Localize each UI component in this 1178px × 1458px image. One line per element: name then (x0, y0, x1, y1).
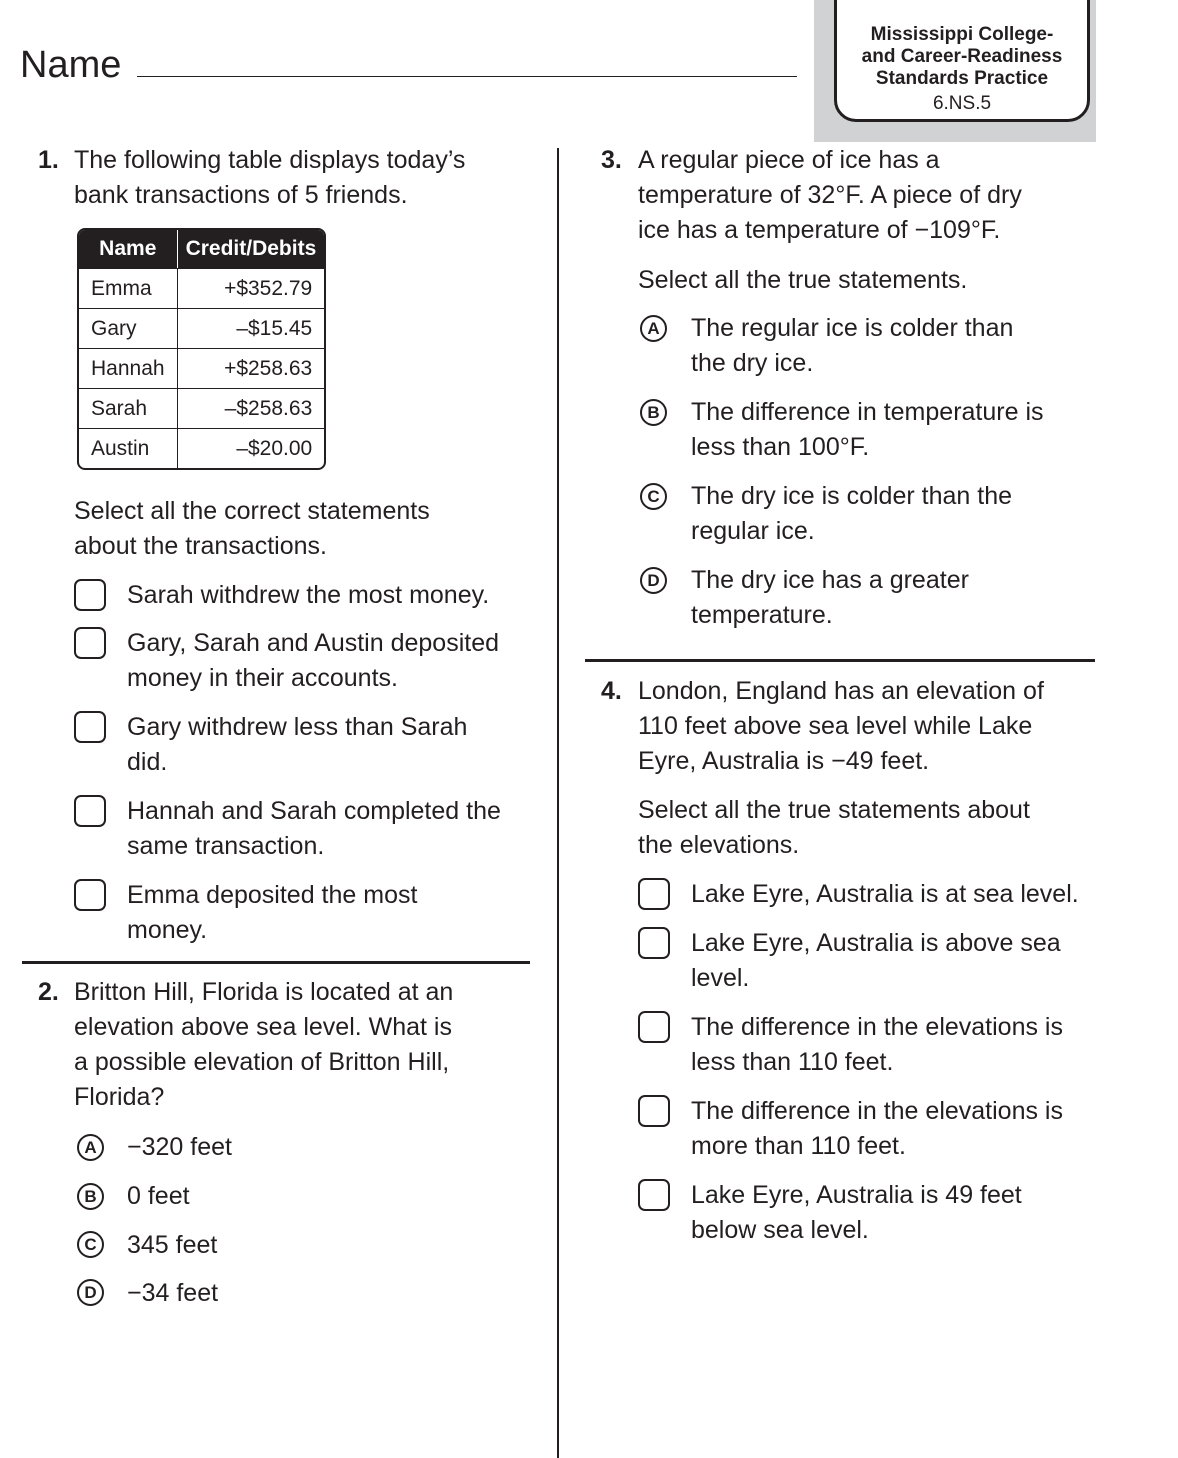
table-header-row (79, 230, 324, 268)
option-line: the dry ice. (691, 349, 814, 377)
cell-name: Gary (79, 308, 177, 348)
name-label: Name (20, 44, 122, 86)
option-line: money in their accounts. (127, 664, 398, 692)
option-text (691, 479, 1091, 549)
cell-amount: –$258.63 (177, 388, 325, 428)
stem-line: Florida? (74, 1083, 165, 1111)
option-line: Sarah withdrew the most money. (127, 581, 490, 609)
option-line: less than 100°F. (691, 433, 870, 461)
option-line: Gary withdrew less than Sarah (127, 713, 468, 741)
badge-title-line: Mississippi College- (870, 24, 1054, 45)
table-row (79, 308, 324, 348)
question-number: 2. (38, 978, 59, 1006)
cell-amount: –$20.00 (177, 428, 325, 468)
option-text: −320 feet (127, 1133, 232, 1161)
badge-title-line: Standards Practice (875, 68, 1049, 89)
table-row (79, 268, 324, 308)
question-stem (638, 674, 1044, 779)
option-text (691, 311, 1091, 381)
option-line: The dry ice has a greater (691, 566, 969, 594)
cell-amount: +$258.63 (177, 348, 325, 388)
option-line: Lake Eyre, Australia is above sea (691, 929, 1061, 957)
stem-line: a possible elevation of Britton Hill, (74, 1048, 450, 1076)
stem-line: A regular piece of ice has a (638, 146, 940, 174)
checkbox[interactable] (638, 1095, 670, 1127)
checkbox[interactable] (638, 1179, 670, 1211)
option-line: The difference in temperature is (691, 398, 1044, 426)
option-text (691, 1178, 1131, 1248)
option-line: The difference in the elevations is (691, 1013, 1063, 1041)
question-divider (22, 961, 530, 964)
option-line: Gary, Sarah and Austin deposited (127, 629, 499, 657)
option-line: money. (127, 916, 208, 944)
option-text (127, 710, 527, 780)
cell-amount: +$352.79 (177, 268, 325, 308)
option-text: −34 feet (127, 1279, 219, 1307)
name-input-line[interactable] (137, 76, 797, 77)
column-header: Credit/Debits (177, 230, 325, 268)
badge-standard-code: 6.NS.5 (932, 93, 992, 114)
question-prompt: Select all the true statements. (638, 266, 968, 294)
option-text (127, 878, 527, 948)
question-divider (585, 659, 1095, 662)
question-prompt (74, 494, 430, 564)
stem-line: Eyre, Australia is −49 feet. (638, 747, 930, 775)
stem-line: elevation above sea level. What is (74, 1013, 452, 1041)
option-c-bubble[interactable]: C (77, 1231, 104, 1258)
standards-badge (834, 0, 1090, 122)
question-number: 4. (601, 677, 622, 705)
question-prompt (638, 793, 1030, 863)
option-text (691, 877, 1131, 912)
checkbox[interactable] (74, 627, 106, 659)
checkbox[interactable] (74, 579, 106, 611)
checkbox[interactable] (74, 879, 106, 911)
checkbox[interactable] (638, 1011, 670, 1043)
stem-line: temperature of 32°F. A piece of dry (638, 181, 1022, 209)
table-row (79, 428, 324, 468)
transactions-table (77, 228, 326, 470)
prompt-line: the elevations. (638, 831, 800, 859)
prompt-line: Select all the correct statements (74, 497, 430, 525)
option-a-bubble[interactable]: A (77, 1134, 104, 1161)
option-text (691, 1010, 1131, 1080)
option-d-bubble[interactable]: D (77, 1279, 104, 1306)
option-text (127, 626, 527, 696)
option-c-bubble[interactable]: C (640, 483, 667, 510)
stem-line: Britton Hill, Florida is located at an (74, 978, 454, 1006)
option-b-bubble[interactable]: B (77, 1183, 104, 1210)
stem-line: ice has a temperature of −109°F. (638, 216, 1001, 244)
option-line: more than 110 feet. (691, 1132, 906, 1160)
option-line: less than 110 feet. (691, 1048, 894, 1076)
question-stem (74, 143, 465, 213)
cell-amount: –$15.45 (177, 308, 325, 348)
column-divider (557, 148, 559, 1458)
checkbox[interactable] (638, 878, 670, 910)
option-line: temperature. (691, 601, 833, 629)
stem-line: 110 feet above sea level while Lake (638, 712, 1033, 740)
option-line: same transaction. (127, 832, 325, 860)
stem-line: bank transactions of 5 friends. (74, 181, 408, 209)
stem-line: The following table displays today’s (74, 146, 466, 174)
prompt-line: Select all the true statements about (638, 796, 1030, 824)
cell-name: Sarah (79, 388, 177, 428)
option-line: level. (691, 964, 750, 992)
option-text (691, 563, 1091, 633)
question-number: 3. (601, 146, 622, 174)
question-number: 1. (38, 146, 59, 174)
option-text (127, 794, 527, 864)
checkbox[interactable] (638, 927, 670, 959)
option-line: regular ice. (691, 517, 815, 545)
table-row (79, 348, 324, 388)
option-text: 345 feet (127, 1231, 218, 1259)
option-text: 0 feet (127, 1182, 190, 1210)
option-b-bubble[interactable]: B (640, 399, 667, 426)
option-line: did. (127, 748, 168, 776)
option-line: The regular ice is colder than (691, 314, 1014, 342)
column-header: Name (79, 230, 177, 268)
stem-line: London, England has an elevation of (638, 677, 1044, 705)
question-stem (638, 143, 1022, 248)
table-row (79, 388, 324, 428)
question-stem (74, 975, 453, 1115)
option-text (127, 578, 527, 613)
option-line: Emma deposited the most (127, 881, 418, 909)
badge-title-line: and Career-Readiness (861, 46, 1063, 67)
option-line: Lake Eyre, Australia is 49 feet (691, 1181, 1022, 1209)
prompt-line: about the transactions. (74, 532, 327, 560)
checkbox[interactable] (74, 795, 106, 827)
option-line: Hannah and Sarah completed the (127, 797, 501, 825)
option-a-bubble[interactable]: A (640, 315, 667, 342)
cell-name: Hannah (79, 348, 177, 388)
cell-name: Austin (79, 428, 177, 468)
option-d-bubble[interactable]: D (640, 567, 667, 594)
option-text (691, 926, 1131, 996)
option-text (691, 395, 1091, 465)
option-line: The dry ice is colder than the (691, 482, 1012, 510)
option-text (691, 1094, 1131, 1164)
checkbox[interactable] (74, 711, 106, 743)
option-line: Lake Eyre, Australia is at sea level. (691, 880, 1079, 908)
option-line: below sea level. (691, 1216, 869, 1244)
cell-name: Emma (79, 268, 177, 308)
option-line: The difference in the elevations is (691, 1097, 1063, 1125)
